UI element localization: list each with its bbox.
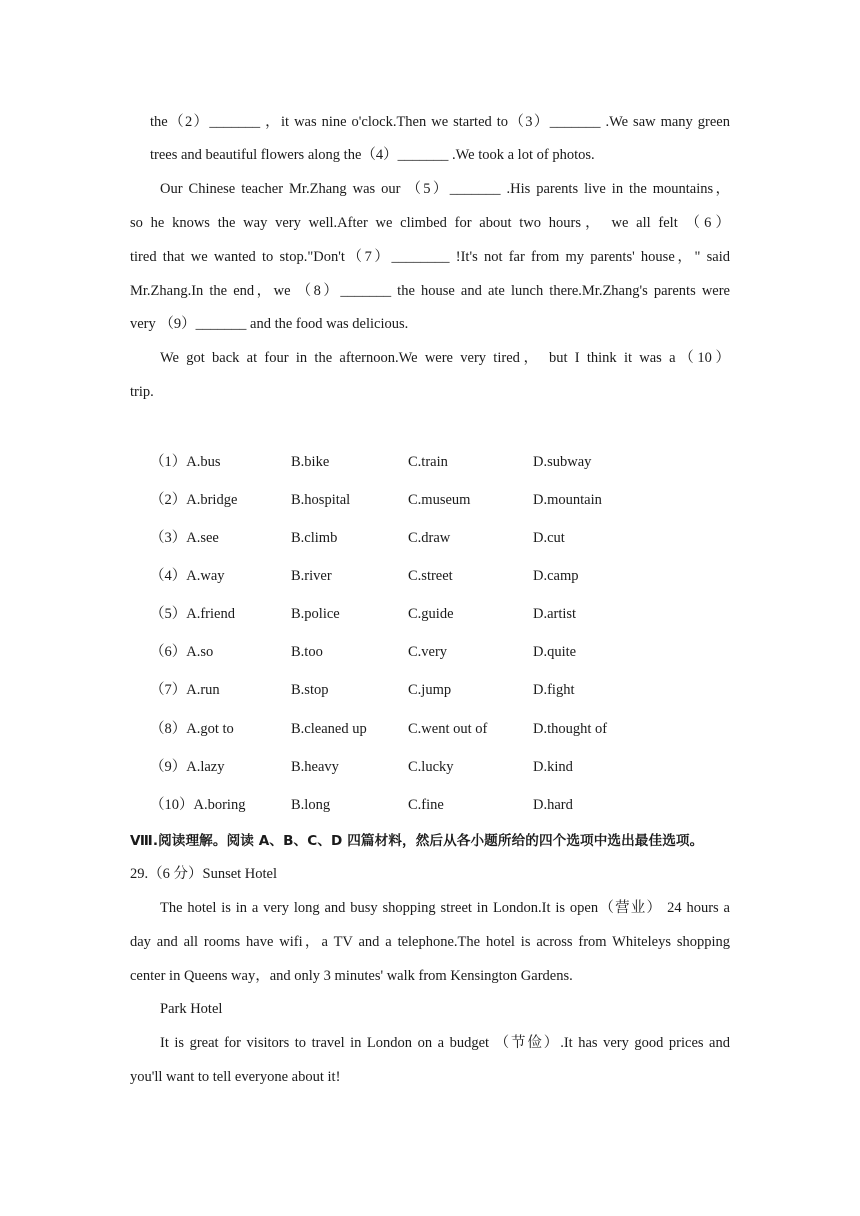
option-a: （7）A.run xyxy=(150,682,220,698)
option-d: D.kind xyxy=(533,759,573,775)
option-a: （9）A.lazy xyxy=(150,759,225,775)
passage-line: the（2）_______ ，it was nine o'clock.Then we started to（3）_______ .We saw many green xyxy=(150,114,730,130)
passage-line: Mr.Zhang.In the end，we （8）_______ the house and ate lunch there.Mr.Zhang's parents were xyxy=(130,283,730,299)
option-b: B.too xyxy=(291,644,323,660)
option-d: D.subway xyxy=(533,454,592,470)
option-c: C.train xyxy=(408,454,448,470)
option-c: C.guide xyxy=(408,606,454,622)
option-c: C.fine xyxy=(408,797,444,813)
option-c: C.very xyxy=(408,644,448,660)
option-d: D.thought of xyxy=(533,721,608,737)
passage-line: Our Chinese teacher Mr.Zhang was our （5）_______ .His parents live in the mountains， xyxy=(160,181,730,197)
option-d: D.mountain xyxy=(533,492,602,508)
sunset-line: The hotel is in a very long and busy shopping street in London.It is open（营业） 24 hours a xyxy=(160,900,730,916)
passage-line: tired that we wanted to stop."Don't（7）________ !It's not far from my parents' house，" said xyxy=(130,249,730,265)
option-c: C.museum xyxy=(408,492,471,508)
option-d: D.artist xyxy=(533,606,577,622)
option-row xyxy=(150,642,670,662)
option-c: C.jump xyxy=(408,682,452,698)
sunset-line: day and all rooms have wifi，a TV and a telephone.The hotel is across from Whiteleys shopping xyxy=(130,934,730,950)
option-b: B.long xyxy=(291,797,331,813)
option-b: B.police xyxy=(291,606,340,622)
option-row xyxy=(150,604,670,624)
option-b: B.heavy xyxy=(291,759,339,775)
option-b: B.bike xyxy=(291,454,330,470)
option-c: C.lucky xyxy=(408,759,454,775)
park-line: you'll want to tell everyone about it! xyxy=(130,1069,341,1085)
passage-line: so he knows the way very well.After we climbed for about two hours， we all felt （6） xyxy=(130,215,730,231)
passage-line: trip. xyxy=(130,384,154,400)
sunset-line: center in Queens way，and only 3 minutes' walk from Kensington Gardens. xyxy=(130,968,573,984)
option-a: （10）A.boring xyxy=(150,797,246,813)
option-row xyxy=(150,795,670,815)
option-d: D.fight xyxy=(533,682,575,698)
option-a: （8）A.got to xyxy=(150,721,234,737)
option-a: （5）A.friend xyxy=(150,606,235,622)
option-b: B.river xyxy=(291,568,332,584)
park-line: It is great for visitors to travel in London on a budget （节俭）.It has very good prices and xyxy=(160,1035,730,1051)
option-d: D.cut xyxy=(533,530,565,546)
option-row xyxy=(150,680,670,700)
option-row xyxy=(150,757,670,777)
park-hotel-title: Park Hotel xyxy=(160,1001,223,1017)
option-c: C.went out of xyxy=(408,721,488,737)
option-row xyxy=(150,566,670,586)
option-row xyxy=(150,490,670,510)
option-a: （3）A.see xyxy=(150,530,219,546)
option-c: C.draw xyxy=(408,530,451,546)
option-b: B.climb xyxy=(291,530,338,546)
option-b: B.hospital xyxy=(291,492,351,508)
option-d: D.quite xyxy=(533,644,577,660)
option-d: D.hard xyxy=(533,797,573,813)
passage-line: very （9）_______ and the food was delicious. xyxy=(130,316,409,332)
option-row xyxy=(150,719,670,739)
option-c: C.street xyxy=(408,568,453,584)
option-b: B.cleaned up xyxy=(291,721,367,737)
option-row xyxy=(150,452,670,472)
passage-line: We got back at four in the afternoon.We were very tired， but I think it was a（10） xyxy=(160,350,730,366)
question-title: 29.（6 分）Sunset Hotel xyxy=(130,866,278,882)
option-b: B.stop xyxy=(291,682,329,698)
option-a: （2）A.bridge xyxy=(150,492,238,508)
option-a: （1）A.bus xyxy=(150,454,221,470)
option-a: （6）A.so xyxy=(150,644,214,660)
option-row xyxy=(150,528,670,548)
option-d: D.camp xyxy=(533,568,579,584)
passage-line: trees and beautiful flowers along the（4）_______ .We took a lot of photos. xyxy=(150,147,595,163)
section-heading: Ⅷ.阅读理解。阅读 A、B、C、D 四篇材料，然后从各小题所给的四个选项中选出最佳选项。 xyxy=(130,833,704,849)
option-a: （4）A.way xyxy=(150,568,225,584)
